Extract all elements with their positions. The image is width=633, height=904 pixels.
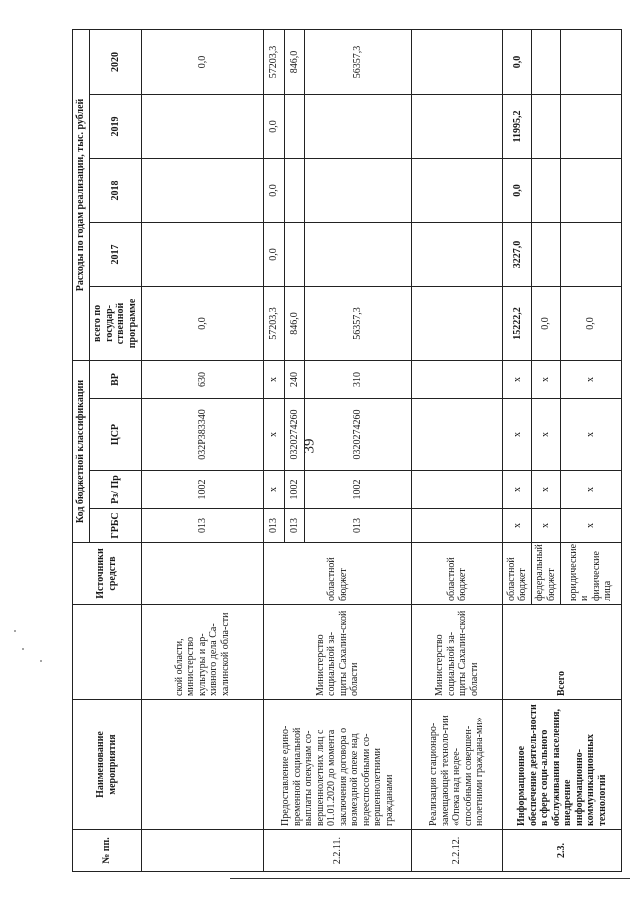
- scan-speck: [22, 648, 24, 650]
- source-cell: федеральный бюджет: [532, 543, 561, 605]
- rzpr-cell: х: [264, 471, 284, 509]
- y2019-cell: 0,0: [264, 94, 284, 158]
- page-number: 39: [301, 438, 318, 454]
- header-2019: 2019: [89, 94, 141, 158]
- executor-cell: ской области, министерство культуры и ар-хивного дела Са-халинской обла-сти: [141, 605, 264, 700]
- vr-cell: 310: [305, 360, 411, 398]
- total-cell: 0,0: [532, 286, 561, 360]
- row-number: 2.2.11.: [264, 830, 411, 872]
- y2020-cell: 56357,3: [305, 29, 411, 94]
- grbs-cell: 013: [264, 509, 284, 543]
- vr-cell: х: [264, 360, 284, 398]
- measure-name: Предоставление едино-временной социальной выплаты опекунам со-вершеннолетних лиц с 01.01.2020 до момента заключения договора о возмездной опеке над недееспособными со-вершеннолетними гражданами: [264, 700, 411, 830]
- row-number: 2.2.12.: [411, 830, 503, 872]
- source-cell: юридические и физические лица: [560, 543, 621, 605]
- y2020-cell: 57203,3: [264, 29, 284, 94]
- budget-table: [72, 29, 622, 872]
- header-csr: ЦСР: [89, 399, 141, 471]
- header-executor: [73, 605, 142, 700]
- grbs-cell: 013: [284, 509, 304, 543]
- y2018-cell: 0,0: [503, 158, 532, 222]
- csr-cell: х: [264, 399, 284, 471]
- scan-speck: [40, 660, 42, 662]
- header-rzpr: Рз/ Пр: [89, 471, 141, 509]
- rzpr-cell: х: [503, 471, 532, 509]
- header-sources: Источники средств: [73, 543, 142, 605]
- y2020-cell: 0,0: [503, 29, 532, 94]
- header-row-1: [73, 29, 90, 871]
- csr-cell: 032P383340: [141, 399, 264, 471]
- total-cell: 57203,3: [264, 286, 284, 360]
- executor-cell: Министерство социальной за-щиты Сахалин-ской области: [264, 605, 411, 700]
- rzpr-cell: х: [532, 471, 561, 509]
- executor-total: Всего: [503, 605, 622, 700]
- table-row: [264, 29, 284, 871]
- header-total: всего по государ-ственной программе: [89, 286, 141, 360]
- vr-cell: х: [503, 360, 532, 398]
- vr-cell: 240: [284, 360, 304, 398]
- csr-cell: 0320274260: [305, 399, 411, 471]
- csr-cell: х: [560, 399, 621, 471]
- y2017-cell: 0,0: [264, 222, 284, 286]
- header-name: Наименование мероприятия: [73, 700, 142, 830]
- header-vr: ВР: [89, 360, 141, 398]
- rotated-table-wrapper: [72, 30, 622, 872]
- grbs-cell: 013: [305, 509, 411, 543]
- total-cell: 0,0: [141, 286, 264, 360]
- executor-cell: Министерство социальной за-щиты Сахалин-ской области: [411, 605, 503, 700]
- source-cell: областной бюджет: [264, 543, 411, 605]
- total-cell: 15222,2: [503, 286, 532, 360]
- table-row: [503, 29, 532, 871]
- total-cell: 0,0: [560, 286, 621, 360]
- rzpr-cell: 1002: [141, 471, 264, 509]
- y2019-cell: 11995,2: [503, 94, 532, 158]
- y2020-cell: 0,0: [141, 29, 264, 94]
- bottom-rule: [230, 878, 630, 879]
- grbs-cell: х: [560, 509, 621, 543]
- y2017-cell: 3227,0: [503, 222, 532, 286]
- rzpr-cell: 1002: [305, 471, 411, 509]
- y2018-cell: 0,0: [264, 158, 284, 222]
- source-cell: областной бюджет: [503, 543, 532, 605]
- header-budget-code: Код бюджетной классификации: [73, 360, 90, 542]
- csr-cell: 0320274260: [284, 399, 304, 471]
- grbs-cell: х: [532, 509, 561, 543]
- y2020-cell: 846,0: [284, 29, 304, 94]
- header-num: № пп.: [73, 830, 142, 872]
- vr-cell: 630: [141, 360, 264, 398]
- scan-speck: [14, 630, 16, 632]
- grbs-cell: х: [503, 509, 532, 543]
- row-number: 2.3.: [503, 830, 622, 872]
- header-grbs: ГРБС: [89, 509, 141, 543]
- vr-cell: х: [532, 360, 561, 398]
- vr-cell: х: [560, 360, 621, 398]
- grbs-cell: 013: [141, 509, 264, 543]
- total-cell: 56357,3: [305, 286, 411, 360]
- measure-name: Реализация стационаро-замещающей техноло-гии «Опека над недее-способными совершен-нолетними граждана-ми»: [411, 700, 503, 830]
- table-row: [141, 29, 264, 871]
- header-2017: 2017: [89, 222, 141, 286]
- header-2020: 2020: [89, 29, 141, 94]
- csr-cell: х: [532, 399, 561, 471]
- total-cell: 846,0: [284, 286, 304, 360]
- rzpr-cell: 1002: [284, 471, 304, 509]
- rzpr-cell: х: [560, 471, 621, 509]
- header-2018: 2018: [89, 158, 141, 222]
- source-cell: областной бюджет: [411, 543, 503, 605]
- csr-cell: х: [503, 399, 532, 471]
- header-expenses: Расходы по годам реализации, тыс. рублей: [73, 29, 90, 360]
- table-row: [411, 29, 503, 871]
- measure-name: Информационное обеспечение деятель-ности в сфере соци-ального обслуживания населения, внедрение информационно-коммуникационных технологий: [503, 700, 622, 830]
